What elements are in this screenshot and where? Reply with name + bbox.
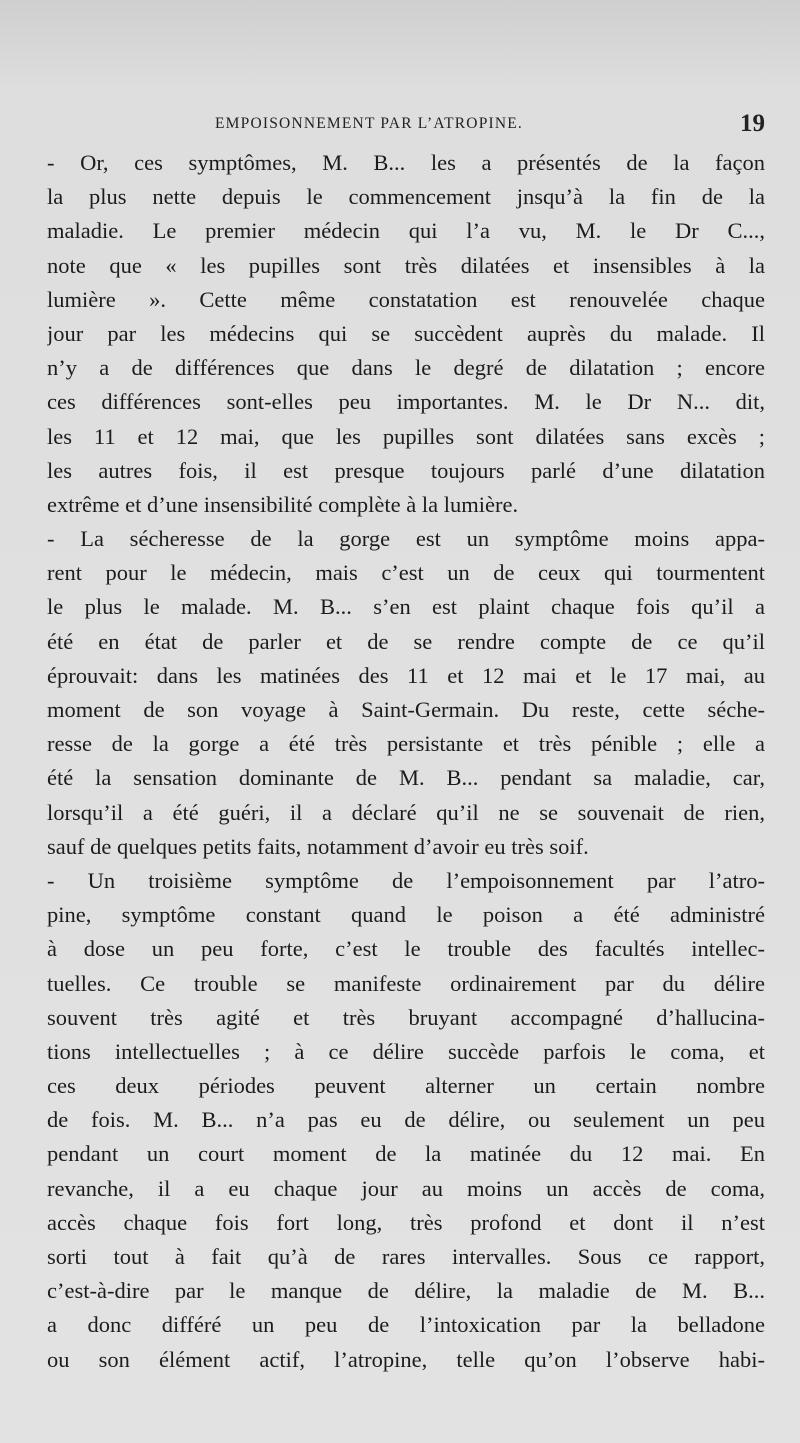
text-line: revanche, il a eu chaque jour au moins un accès de coma, [47,1175,765,1201]
text-line: note que « les pupilles sont très dilatées et insensibles à la [47,252,765,278]
text-line: moment de son voyage à Saint-Germain. Du reste, cette séche- [47,697,765,722]
text-line: resse de la gorge a été très persistante et très pénible ; elle a [47,731,765,757]
text-line: ces différences sont-elles peu importantes. M. le Dr N... dit, [47,389,765,415]
text-line: c’est-à-dire par le manque de délire, la maladie de M. B... [47,1278,765,1304]
text-line: pendant un court moment de la matinée du 12 mai. En [47,1141,765,1167]
text-line: sorti tout à fait qu’à de rares intervalles. Sous ce rapport, [47,1244,765,1269]
text-line: de fois. M. B... n’a pas eu de délire, ou seulement un peu [47,1107,765,1133]
text-line: - Or, ces symptômes, M. B... les a présentés de la façon [47,150,765,175]
text-line: tuelles. Ce trouble se manifeste ordinairement par du délire [47,970,765,996]
text-line: éprouvait: dans les matinées des 11 et 12 mai et le 17 mai, au [47,662,765,688]
text-line: rent pour le médecin, mais c’est un de ceux qui tourmentent [47,560,765,586]
text-line: à dose un peu forte, c’est le trouble des facultés intellec- [47,936,765,962]
text-line: la plus nette depuis le commencement jnsqu’à la fin de la [47,184,765,210]
text-line: lorsqu’il a été guéri, il a déclaré qu’il ne se souvenait de rien, [47,799,765,825]
text-line: été la sensation dominante de M. B... pendant sa maladie, car, [47,765,765,791]
text-line: maladie. Le premier médecin qui l’a vu, M. le Dr C..., [47,218,765,244]
text-line: n’y a de différences que dans le degré de dilatation ; encore [47,355,765,381]
text-line: extrême et d’une insensibilité complète à la lumière. [47,491,519,517]
text-line: été en état de parler et de se rendre compte de ce qu’il [47,628,765,654]
text-line: tions intellectuelles ; à ce délire succède parfois le coma, et [47,1038,765,1064]
text-line: le plus le malade. M. B... s’en est plaint chaque fois qu’il a [47,594,765,620]
text-line: les 11 et 12 mai, que les pupilles sont dilatées sans excès ; [47,423,765,449]
text-line: souvent très agité et très bruyant accompagné d’hallucina- [47,1004,765,1030]
text-line: - Un troisième symptôme de l’empoisonnement par l’atro- [47,867,765,893]
text-line: accès chaque fois fort long, très profond et dont il n’est [47,1209,765,1235]
text-line: ou son élément actif, l’atropine, telle qu’on l’observe habi- [47,1346,765,1372]
text-line: - La sécheresse de la gorge est un symptôme moins appa- [47,526,765,552]
text-line: ces deux périodes peuvent alterner un certain nombre [47,1073,765,1099]
running-title: EMPOISONNEMENT PAR L’ATROPINE. [215,115,524,132]
page-header [215,110,783,139]
text-line: sauf de quelques petits faits, notamment d’avoir eu très soif. [47,833,589,859]
text-line: les autres fois, il est presque toujours parlé d’une dilatation [47,457,765,483]
text-line: jour par les médecins qui se succèdent auprès du malade. Il [47,320,765,346]
text-line: lumière ». Cette même constatation est renouvelée chaque [47,286,765,312]
text-line: a donc différé un peu de l’intoxication par la belladone [47,1312,765,1338]
page-number: 19 [740,110,765,137]
body-text [47,146,765,1377]
text-line: pine, symptôme constant quand le poison a été administré [47,902,765,928]
